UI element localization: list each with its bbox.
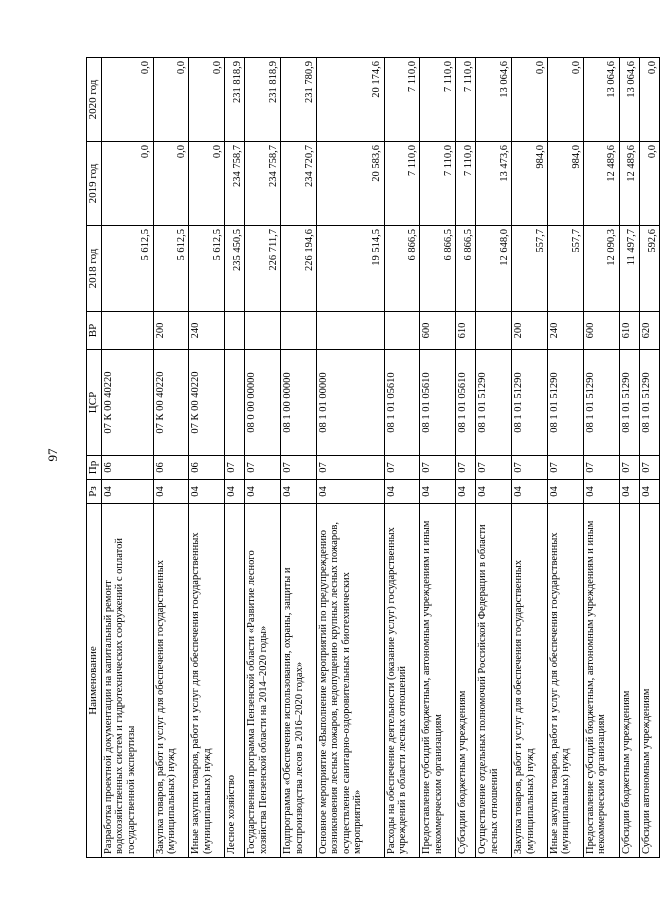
row-vr [101, 312, 153, 350]
table-row [189, 58, 225, 858]
row-name: Государственная программа Пензенской области «Развитие лесного хозяйства Пензенской области на 2014–2020 годы» [245, 504, 281, 858]
row-rz: 04 [420, 480, 456, 504]
row-pr: 07 [317, 456, 385, 480]
row-value-2019: 7 110,0 [456, 142, 476, 226]
row-name: Иные закупки товаров, работ и услуг для обеспечения государственных (муниципальных) нужд [548, 504, 584, 858]
row-rz: 04 [101, 480, 153, 504]
row-csr: 08 1 01 51290 [548, 350, 584, 456]
row-name: Предоставление субсидий бюджетным, автономным учреждениям и иным некоммерческим организациям [420, 504, 456, 858]
row-value-2019: 234 758,7 [225, 142, 245, 226]
table-row [639, 58, 659, 858]
row-rz: 04 [245, 480, 281, 504]
row-value-2018: 5 612,5 [189, 226, 225, 312]
row-rz: 04 [512, 480, 548, 504]
row-vr [245, 312, 281, 350]
table-header-row [87, 58, 102, 858]
table-row [456, 58, 476, 858]
row-value-2020: 7 110,0 [384, 58, 420, 142]
row-vr: 240 [548, 312, 584, 350]
page-number: 97 [45, 448, 60, 462]
header-rz: Рз [87, 480, 102, 504]
row-pr: 07 [476, 456, 512, 480]
row-value-2019: 0,0 [189, 142, 225, 226]
row-value-2019: 13 473,6 [476, 142, 512, 226]
row-pr: 06 [189, 456, 225, 480]
row-vr: 600 [583, 312, 619, 350]
row-value-2020: 231 818,9 [225, 58, 245, 142]
row-value-2018: 12 090,3 [583, 226, 619, 312]
row-csr: 07 К 00 40220 [153, 350, 189, 456]
header-pr: Пр [87, 456, 102, 480]
row-name: Закупка товаров, работ и услуг для обеспечения государственных (муниципальных) нужд [153, 504, 189, 858]
row-value-2020: 13 064,6 [619, 58, 639, 142]
row-csr [225, 350, 245, 456]
table-row [476, 58, 512, 858]
table-row [245, 58, 281, 858]
table-row [101, 58, 153, 858]
row-vr [476, 312, 512, 350]
row-rz: 04 [476, 480, 512, 504]
table-row [384, 58, 420, 858]
row-value-2018: 226 711,7 [245, 226, 281, 312]
row-value-2018: 592,6 [639, 226, 659, 312]
row-csr: 08 1 01 05610 [420, 350, 456, 456]
row-value-2020: 0,0 [639, 58, 659, 142]
row-rz: 04 [281, 480, 317, 504]
row-rz: 04 [153, 480, 189, 504]
row-vr [384, 312, 420, 350]
row-csr: 08 1 01 00000 [317, 350, 385, 456]
row-rz: 04 [189, 480, 225, 504]
row-csr: 08 0 00 00000 [245, 350, 281, 456]
row-value-2019: 12 489,6 [619, 142, 639, 226]
row-vr [225, 312, 245, 350]
row-pr: 07 [245, 456, 281, 480]
row-csr: 07 К 00 40220 [189, 350, 225, 456]
row-value-2018: 5 612,5 [153, 226, 189, 312]
row-name: Разработка проектной документации на капитальный ремонт водохозяйственных систем и гидротехнических сооружений с оплатой государственной экспертизы [101, 504, 153, 858]
row-pr: 07 [512, 456, 548, 480]
row-name: Субсидии бюджетным учреждениям [619, 504, 639, 858]
row-value-2020: 231 780,9 [281, 58, 317, 142]
row-value-2019: 234 758,7 [245, 142, 281, 226]
row-csr: 08 1 01 51290 [639, 350, 659, 456]
row-pr: 06 [153, 456, 189, 480]
row-rz: 04 [456, 480, 476, 504]
header-name: Наименование [87, 504, 102, 858]
row-pr: 07 [281, 456, 317, 480]
row-value-2019: 0,0 [639, 142, 659, 226]
row-value-2019: 20 583,6 [317, 142, 385, 226]
row-value-2020: 13 064,6 [476, 58, 512, 142]
table-row [420, 58, 456, 858]
row-value-2020: 0,0 [101, 58, 153, 142]
row-csr: 08 1 01 51290 [512, 350, 548, 456]
row-vr: 610 [456, 312, 476, 350]
header-2019: 2019 год [87, 142, 102, 226]
row-csr: 08 1 01 05610 [456, 350, 476, 456]
row-pr: 07 [639, 456, 659, 480]
row-value-2019: 12 489,6 [583, 142, 619, 226]
row-pr: 07 [384, 456, 420, 480]
budget-table [86, 57, 660, 858]
table-row [225, 58, 245, 858]
row-value-2018: 6 866,5 [456, 226, 476, 312]
row-name: Расходы на обеспечение деятельности (оказание услуг) государственных учреждений в области лесных отношений [384, 504, 420, 858]
row-value-2020: 0,0 [548, 58, 584, 142]
table-row [619, 58, 639, 858]
row-value-2019: 7 110,0 [420, 142, 456, 226]
table-row [317, 58, 385, 858]
row-vr: 620 [639, 312, 659, 350]
row-value-2018: 5 612,5 [101, 226, 153, 312]
row-csr: 07 К 00 40220 [101, 350, 153, 456]
row-pr: 07 [225, 456, 245, 480]
row-value-2018: 235 450,5 [225, 226, 245, 312]
row-csr: 08 1 00 00000 [281, 350, 317, 456]
row-vr: 240 [189, 312, 225, 350]
header-2018: 2018 год [87, 226, 102, 312]
row-csr: 08 1 01 51290 [476, 350, 512, 456]
row-pr: 06 [101, 456, 153, 480]
row-vr: 610 [619, 312, 639, 350]
row-csr: 08 1 01 51290 [619, 350, 639, 456]
row-vr: 600 [420, 312, 456, 350]
row-value-2020: 7 110,0 [456, 58, 476, 142]
header-vr: ВР [87, 312, 102, 350]
row-name: Субсидии бюджетным учреждениям [456, 504, 476, 858]
row-rz: 04 [225, 480, 245, 504]
header-2020: 2020 год [87, 58, 102, 142]
table-row [512, 58, 548, 858]
table-row [281, 58, 317, 858]
row-name: Основное мероприятие «Выполнение мероприятий по предупреждению возникновения лесных пожаров, недопущению крупных лесных пожаров, осуществление санитарно-оздоровительных и биотехнических мероприятий» [317, 504, 385, 858]
row-rz: 04 [583, 480, 619, 504]
row-rz: 04 [639, 480, 659, 504]
row-value-2020: 20 174,6 [317, 58, 385, 142]
row-value-2018: 6 866,5 [420, 226, 456, 312]
row-name: Субсидии автономным учреждениям [639, 504, 659, 858]
row-pr: 07 [583, 456, 619, 480]
row-value-2020: 0,0 [153, 58, 189, 142]
row-pr: 07 [420, 456, 456, 480]
header-csr: ЦСР [87, 350, 102, 456]
row-value-2018: 19 514,5 [317, 226, 385, 312]
row-value-2020: 13 064,6 [583, 58, 619, 142]
row-pr: 07 [619, 456, 639, 480]
row-vr: 200 [512, 312, 548, 350]
row-value-2018: 12 648,0 [476, 226, 512, 312]
row-value-2019: 234 720,7 [281, 142, 317, 226]
row-value-2020: 7 110,0 [420, 58, 456, 142]
row-csr: 08 1 01 51290 [583, 350, 619, 456]
row-value-2019: 984,0 [512, 142, 548, 226]
row-value-2019: 0,0 [153, 142, 189, 226]
rotated-table-container [86, 58, 660, 858]
row-value-2019: 0,0 [101, 142, 153, 226]
row-name: Предоставление субсидий бюджетным, автономным учреждениям и иным некоммерческим организациям [583, 504, 619, 858]
row-csr: 08 1 01 05610 [384, 350, 420, 456]
table-row [583, 58, 619, 858]
row-name: Подпрограмма «Обеспечение использования, охраны, защиты и воспроизводства лесов в 2016–2020 годах» [281, 504, 317, 858]
row-rz: 04 [317, 480, 385, 504]
row-value-2018: 6 866,5 [384, 226, 420, 312]
row-value-2018: 11 497,7 [619, 226, 639, 312]
row-name: Закупка товаров, работ и услуг для обеспечения государственных (муниципальных) нужд [512, 504, 548, 858]
row-value-2018: 557,7 [512, 226, 548, 312]
row-value-2019: 984,0 [548, 142, 584, 226]
row-name: Лесное хозяйство [225, 504, 245, 858]
row-vr: 200 [153, 312, 189, 350]
row-vr [317, 312, 385, 350]
row-rz: 04 [384, 480, 420, 504]
row-value-2020: 0,0 [512, 58, 548, 142]
row-value-2018: 557,7 [548, 226, 584, 312]
table-row [548, 58, 584, 858]
table-body [101, 58, 659, 858]
row-name: Осуществление отдельных полномочий Российской Федерации в области лесных отношений [476, 504, 512, 858]
row-name: Иные закупки товаров, работ и услуг для обеспечения государственных (муниципальных) нужд [189, 504, 225, 858]
row-value-2019: 7 110,0 [384, 142, 420, 226]
row-value-2020: 0,0 [189, 58, 225, 142]
row-rz: 04 [619, 480, 639, 504]
table-row [153, 58, 189, 858]
row-vr [281, 312, 317, 350]
row-pr: 07 [548, 456, 584, 480]
row-value-2020: 231 818,9 [245, 58, 281, 142]
row-value-2018: 226 194,6 [281, 226, 317, 312]
row-rz: 04 [548, 480, 584, 504]
row-pr: 07 [456, 456, 476, 480]
